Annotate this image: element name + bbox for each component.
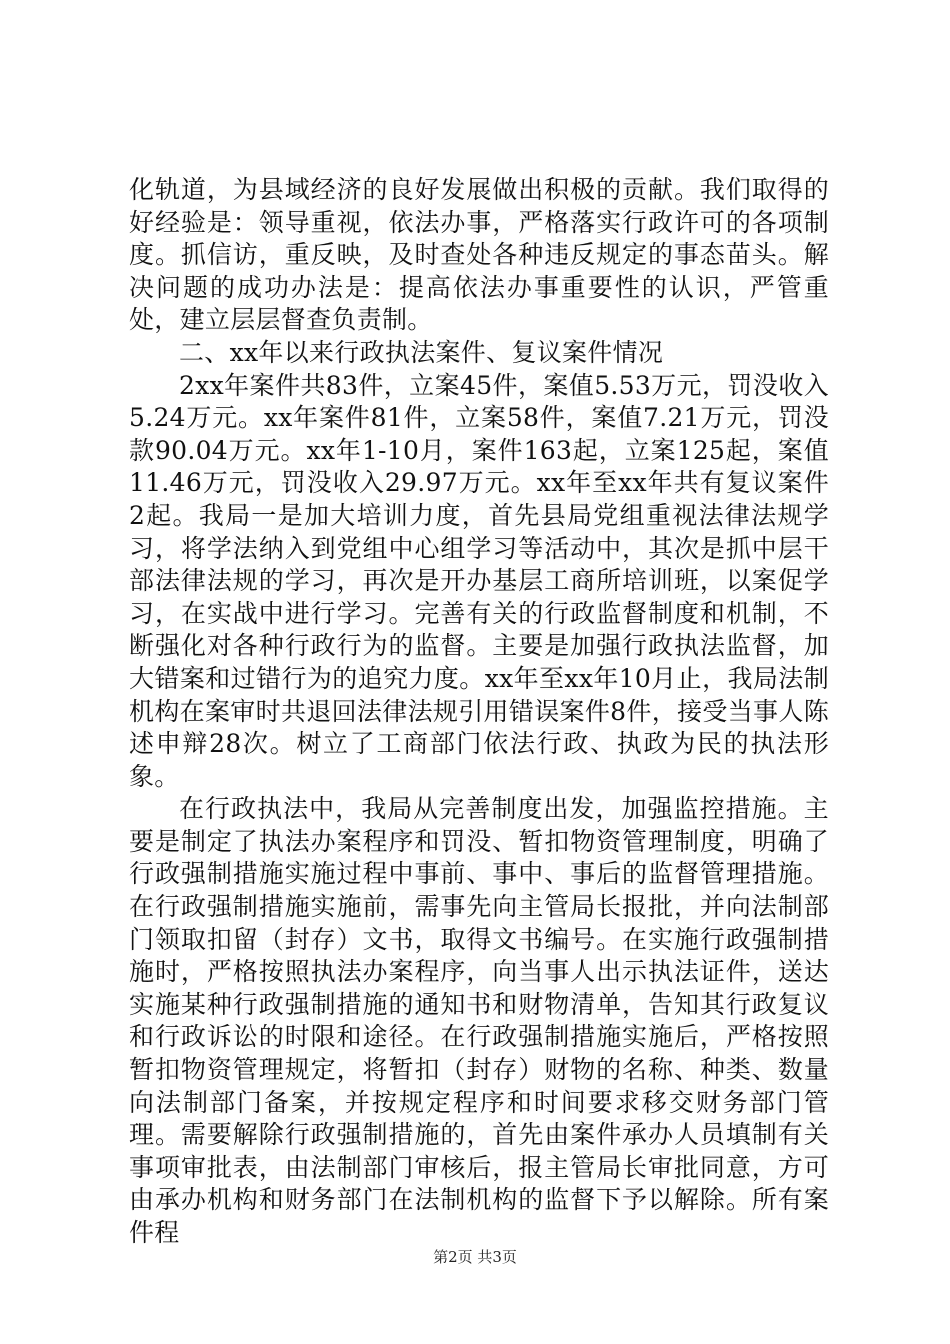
paragraph-enforcement-measures: 在行政执法中，我局从完善制度出发，加强监控措施。主要是制定了执法办案程序和罚没、暂扣物资管理制度，明确了行政强制措施实施过程中事前、事中、事后的监督管理措施。在行政强制措施实施前，需事先向主管局长报批，并向法制部门领取扣留（封存）文书，取得文书编号。在实施行政强制措施时，严格按照执法办案程序，向当事人出示执法证件，送达实施某种行政强制措施的通知书和财物清单，告知其行政复议和行政诉讼的时限和途径。在行政强制措施实施后，严格按照暂扣物资管理规定，将暂扣（封存）财物的名称、种类、数量向法制部门备案，并按规定程序和时间要求移交财务部门管理。需要解除行政强制措施的，首先由案件承办人员填制有关事项审批表，由法制部门审核后，报主管局长审批同意，方可由承办机构和财务部门在法制机构的监督下予以解除。所有案件程	[129, 794, 829, 1247]
document-body	[129, 174, 829, 1250]
paragraph-continuation: 化轨道，为县域经济的良好发展做出积极的贡献。我们取得的好经验是：领导重视，依法办事，严格落实行政许可的各项制度。抓信访，重反映，及时查处各种违反规定的事态苗头。解决问题的成功办法是：提高依法办事重要性的认识，严管重处，建立层层督查负责制。	[129, 175, 829, 335]
section-heading: 二、xx年以来行政执法案件、复议案件情况	[179, 337, 664, 367]
page-number-footer: 第2页 共3页	[433, 1248, 517, 1266]
paragraph-case-statistics: 2xx年案件共83件，立案45件，案值5.53万元，罚没收入5.24万元。xx年案件81件，立案58件，案值7.21万元，罚没款90.04万元。xx年1-10月，案件163起，立案125起，案值11.46万元，罚没收入29.97万元。xx年至xx年共有复议案件2起。我局一是加大培训力度，首先县局党组重视法律法规学习，将学法纳入到党组中心组学习等活动中，其次是抓中层干部法律法规的学习，再次是开办基层工商所培训班，以案促学习，在实战中进行学习。完善有关的行政监督制度和机制，不断强化对各种行政行为的监督。主要是加强行政执法监督，加大错案和过错行为的追究力度。xx年至xx年10月止，我局法制机构在案审时共退回法律法规引用错误案件8件，接受当事人陈述申辩28次。树立了工商部门依法行政、执政为民的执法形象。	[129, 370, 829, 791]
